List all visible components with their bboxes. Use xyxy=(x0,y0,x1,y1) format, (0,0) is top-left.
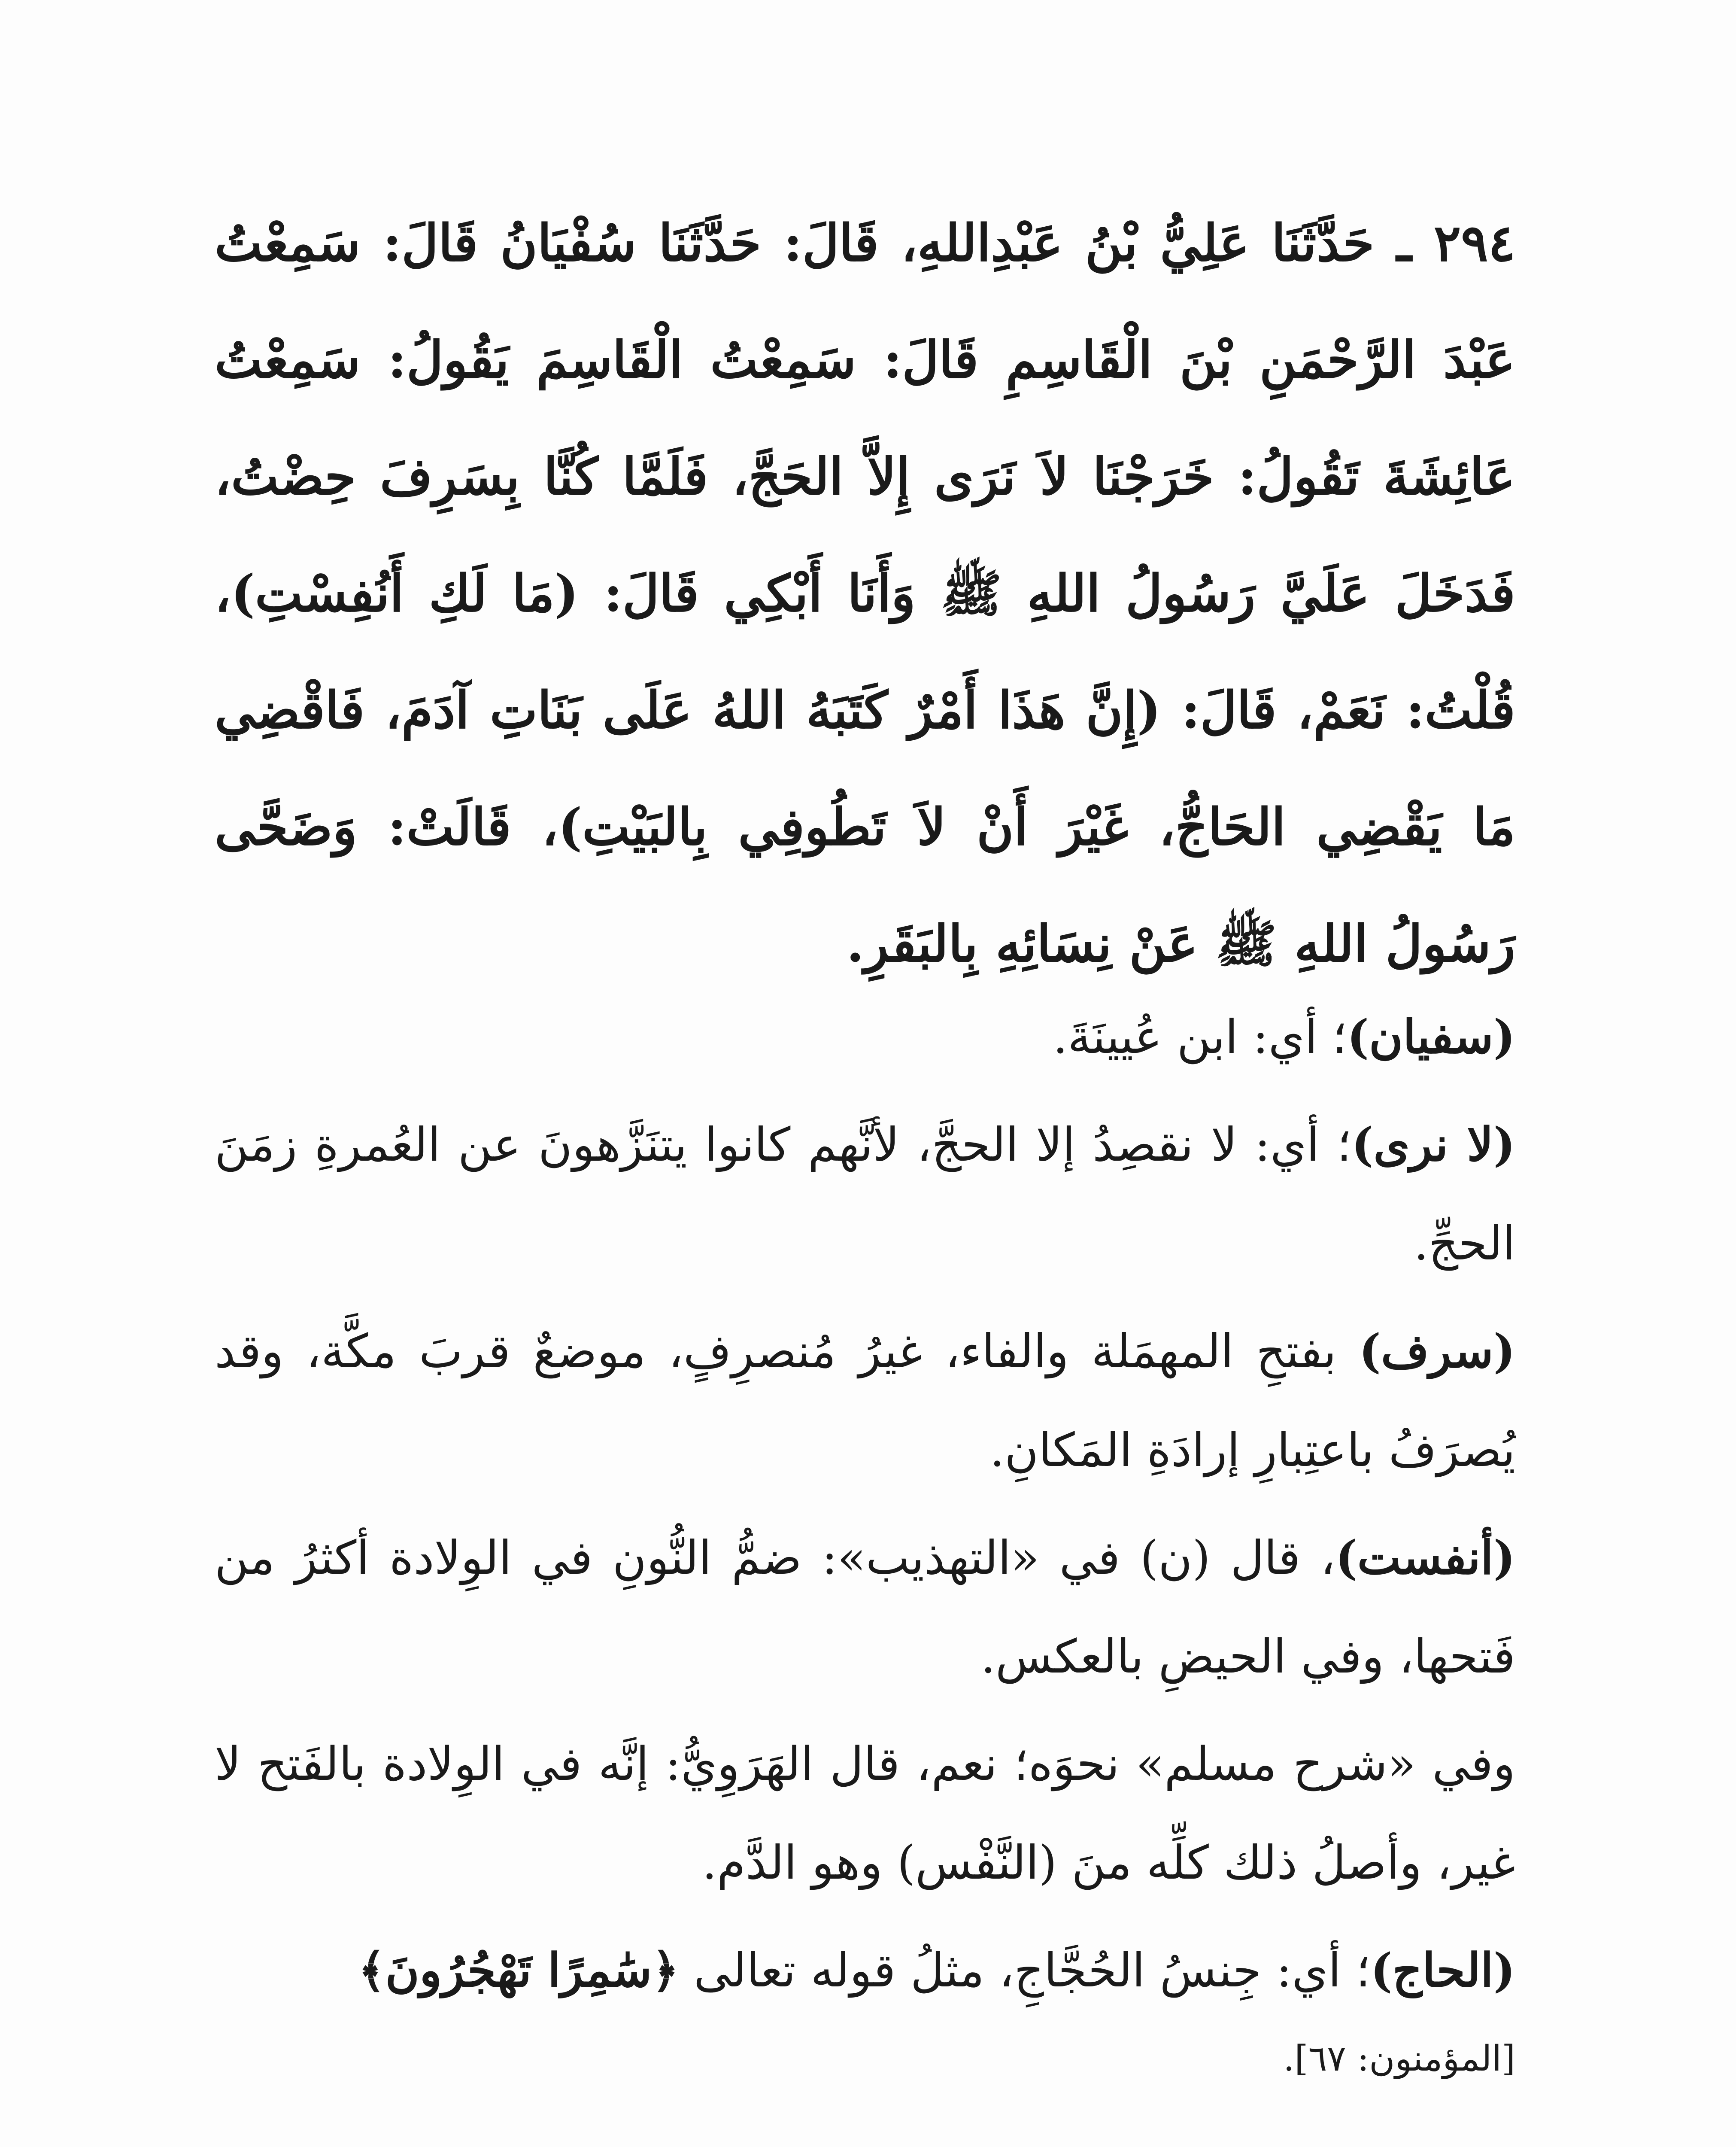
hadith-paragraph: ٢٩٤ ـ حَدَّثَنَا عَلِيُّ بْنُ عَبْدِاللهِ، قَالَ: حَدَّثَنَا سُفْيَانُ قَالَ: سَمِعْتُ عَبْدَ الرَّحْمَنِ بْنَ الْقَاسِمِ قَالَ: سَمِعْتُ الْقَاسِمَ يَقُولُ: سَمِعْتُ عَائِشَةَ تَقُولُ: خَرَجْنَا لاَ نَرَى إِلاَّ الحَجَّ، فَلَمَّا كُنَّا بِسَرِفَ حِضْتُ، فَدَخَلَ عَلَيَّ رَسُولُ اللهِ ﷺ وَأَنَا أَبْكِي قَالَ: (مَا لَكِ أَنُفِسْتِ)، قُلْتُ: نَعَمْ، قَالَ: (إِنَّ هَذَا أَمْرٌ كَتَبَهُ اللهُ عَلَى بَنَاتِ آدَمَ، فَاقْضِي مَا يَقْضِي الحَاجُّ، غَيْرَ أَنْ لاَ تَطُوفِي بِالبَيْتِ)، قَالَتْ: وَضَحَّى رَسُولُ اللهِ ﷺ عَنْ نِسَائِهِ بِالبَقَرِ. xyxy=(215,213,1516,973)
commentary-paragraph xyxy=(215,1508,1515,1706)
commentary-lemma: (أنفست) xyxy=(1335,1531,1515,1585)
commentary-paragraph xyxy=(215,1921,1515,2102)
commentary-text: ؛ أي: لا نقصِدُ إلا الحجَّ، لأنَّهم كانوا يتنَزَّهونَ عن العُمرةِ زمَنَ الحجِّ. xyxy=(215,1118,1515,1271)
commentary-paragraph xyxy=(215,2132,1515,2147)
commentary-lemma: (سرف) xyxy=(1359,1324,1515,1378)
commentary-text: ؛ أي: ابن عُيينَةَ. xyxy=(1053,1010,1347,1064)
paragraph-spacer xyxy=(215,2102,1515,2132)
commentary-lemma: (الحاج) xyxy=(1370,1943,1515,1998)
commentary-block xyxy=(215,988,1515,2147)
hadith-text-block xyxy=(215,185,1515,1002)
quran-verse: ﴿سَٰمِرًا تَهْجُرُونَ﴾ xyxy=(358,1943,679,1998)
commentary-text: وفي «شرح مسلم» نحوَه؛ نعم، قال الهَرَوِيُّ: إنَّه في الوِلادة بالفَتح لا غير، وأصلُ ذلك كلِّه منَ (النَّفْس) وهو الدَّم. xyxy=(215,1737,1515,1890)
commentary-paragraph xyxy=(215,1095,1515,1293)
commentary-paragraph xyxy=(215,1715,1515,1913)
commentary-paragraph xyxy=(215,988,1515,1087)
commentary-text: ، قال (ن) في «التهذيب»: ضمُّ النُّونِ في الوِلادة أكثرُ من فَتحها، وفي الحيضِ بالعكس. xyxy=(215,1531,1515,1684)
commentary-text: ؛ أي: جِنسُ الحُجَّاجِ، مثلُ قوله تعالى xyxy=(679,1944,1371,1998)
commentary-text: بفتحِ المهمَلة والفاء، غيرُ مُنصرِفٍ، موضعٌ قربَ مكَّة، وقد يُصرَفُ باعتِبارِ إرادَةِ المَكانِ. xyxy=(215,1325,1515,1477)
commentary-paragraph xyxy=(215,1302,1515,1500)
commentary-lemma: (سفيان) xyxy=(1347,1010,1515,1064)
commentary-lemma: (لا نرى) xyxy=(1351,1118,1515,1172)
quran-citation: [المؤمنون: ٦٧]. xyxy=(1283,2038,1515,2079)
